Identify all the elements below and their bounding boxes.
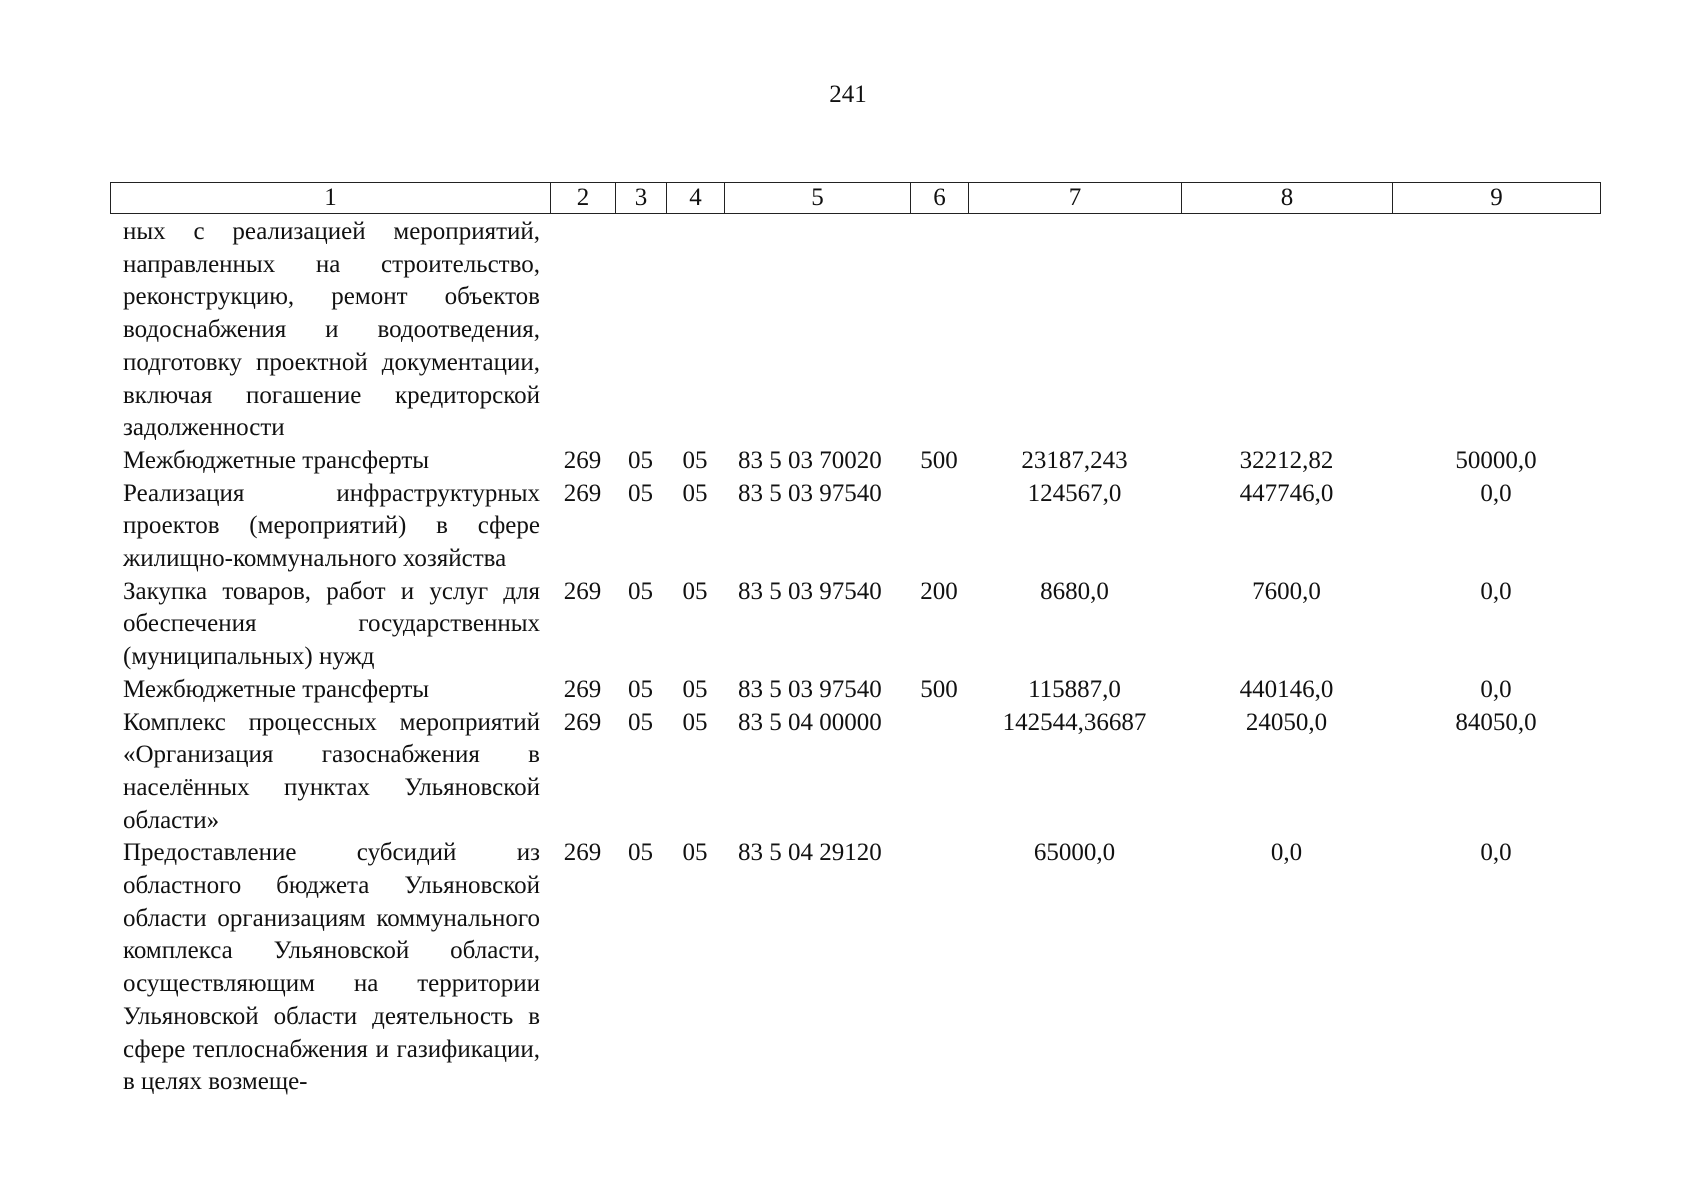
page-number: 241 xyxy=(829,81,867,108)
row-col-7: 65000,0 xyxy=(1033,839,1116,867)
row-col-2 xyxy=(550,216,615,445)
row-col-4: 05 xyxy=(682,708,708,736)
row-col-3: 05 xyxy=(628,675,653,703)
column-number-row xyxy=(111,183,1601,214)
column-header-6: 6 xyxy=(911,183,969,214)
column-header-2: 2 xyxy=(551,183,616,214)
row-col-5: 83 5 03 97540 xyxy=(738,675,882,703)
row-col-6 xyxy=(910,478,968,576)
row-col-9: 0,0 xyxy=(1480,479,1512,507)
table-row xyxy=(110,216,1600,445)
row-name: Комплекс процессных мероприятий «Организация газоснабжения в населённых пунктах Ульяновской области» xyxy=(123,708,540,834)
row-name: ных с реализацией мероприятий, направленных на строительство, реконструкцию, ремонт объектов водоснабжения и водоотведения, подготовку проектной документации, включая погашение кредиторской задолженности xyxy=(123,218,540,442)
row-col-8 xyxy=(1181,216,1392,445)
row-name: Предоставление субсидий из областного бюджета Ульяновской области организациям коммунального комплекса Ульяновской области, осуществляющим на территории Ульяновской области деятельность в сфере теплоснабжения и газификации, в целях возмеще- xyxy=(123,839,540,1096)
row-col-2: 269 xyxy=(563,839,602,867)
row-col-4 xyxy=(666,216,724,445)
row-col-7: 142544,36687 xyxy=(1002,708,1147,736)
row-col-3: 05 xyxy=(628,708,653,736)
row-name: Межбюджетные трансферты xyxy=(123,675,430,703)
row-name: Закупка товаров, работ и услуг для обеспечения государственных (муниципальных) нужд xyxy=(123,577,540,671)
row-col-8: 0,0 xyxy=(1270,839,1303,867)
row-col-9: 50000,0 xyxy=(1455,446,1537,474)
table-row xyxy=(110,445,1600,478)
row-col-6 xyxy=(910,707,968,838)
row-col-8: 447746,0 xyxy=(1239,479,1334,507)
row-col-5: 83 5 03 97540 xyxy=(738,479,882,507)
row-col-6 xyxy=(910,216,968,445)
row-col-9: 84050,0 xyxy=(1455,708,1537,736)
row-col-7: 115887,0 xyxy=(1028,675,1121,703)
table-row xyxy=(110,707,1600,838)
row-col-6: 200 xyxy=(920,577,958,605)
column-header-7: 7 xyxy=(969,183,1182,214)
row-col-3: 05 xyxy=(628,479,653,507)
row-col-9: 0,0 xyxy=(1480,675,1512,703)
column-header-1: 1 xyxy=(111,183,551,214)
row-col-9: 0,0 xyxy=(1480,577,1512,605)
row-col-2: 269 xyxy=(563,675,602,703)
table-row xyxy=(110,674,1600,707)
row-col-3 xyxy=(615,216,666,445)
row-col-8: 440146,0 xyxy=(1239,675,1334,703)
row-col-5: 83 5 04 29120 xyxy=(738,839,882,867)
row-col-2: 269 xyxy=(563,446,602,474)
column-header-8: 8 xyxy=(1182,183,1393,214)
row-col-8: 7600,0 xyxy=(1252,577,1321,605)
column-header-5: 5 xyxy=(725,183,911,214)
row-col-6 xyxy=(910,837,968,1099)
row-col-4: 05 xyxy=(682,446,708,474)
row-col-7: 23187,243 xyxy=(1021,446,1128,474)
row-col-2: 269 xyxy=(563,479,602,507)
row-col-9: 0,0 xyxy=(1480,839,1512,867)
table-row xyxy=(110,837,1600,1099)
row-col-6: 500 xyxy=(920,446,958,474)
row-col-8: 32212,82 xyxy=(1239,446,1334,474)
row-name: Межбюджетные трансферты xyxy=(123,446,430,474)
row-col-4: 05 xyxy=(682,675,708,703)
row-col-5: 83 5 03 70020 xyxy=(738,446,882,474)
column-header-4: 4 xyxy=(667,183,725,214)
table-row xyxy=(110,478,1600,576)
column-header-3: 3 xyxy=(616,183,667,214)
row-col-5: 83 5 04 00000 xyxy=(738,708,882,736)
row-col-7: 8680,0 xyxy=(1040,577,1109,605)
table-row xyxy=(110,576,1600,674)
row-col-7: 124567,0 xyxy=(1027,479,1122,507)
row-col-3: 05 xyxy=(628,577,653,605)
row-col-5 xyxy=(724,216,910,445)
row-col-9 xyxy=(1392,216,1600,445)
row-col-3: 05 xyxy=(628,839,653,867)
row-col-2: 269 xyxy=(563,708,602,736)
row-col-5: 83 5 03 97540 xyxy=(738,577,882,605)
budget-table xyxy=(110,216,1600,1099)
column-header-table xyxy=(110,182,1601,214)
row-col-3: 05 xyxy=(628,446,653,474)
row-col-8: 24050,0 xyxy=(1245,708,1328,736)
row-name: Реализация инфраструктурных проектов (мероприятий) в сфере жилищно-коммунального хозяйства xyxy=(123,479,540,573)
row-col-4: 05 xyxy=(682,577,708,605)
row-col-6: 500 xyxy=(920,675,958,703)
row-col-7 xyxy=(968,216,1181,445)
column-header-9: 9 xyxy=(1393,183,1601,214)
row-col-4: 05 xyxy=(682,839,708,867)
row-col-4: 05 xyxy=(682,479,708,507)
row-col-2: 269 xyxy=(563,577,602,605)
